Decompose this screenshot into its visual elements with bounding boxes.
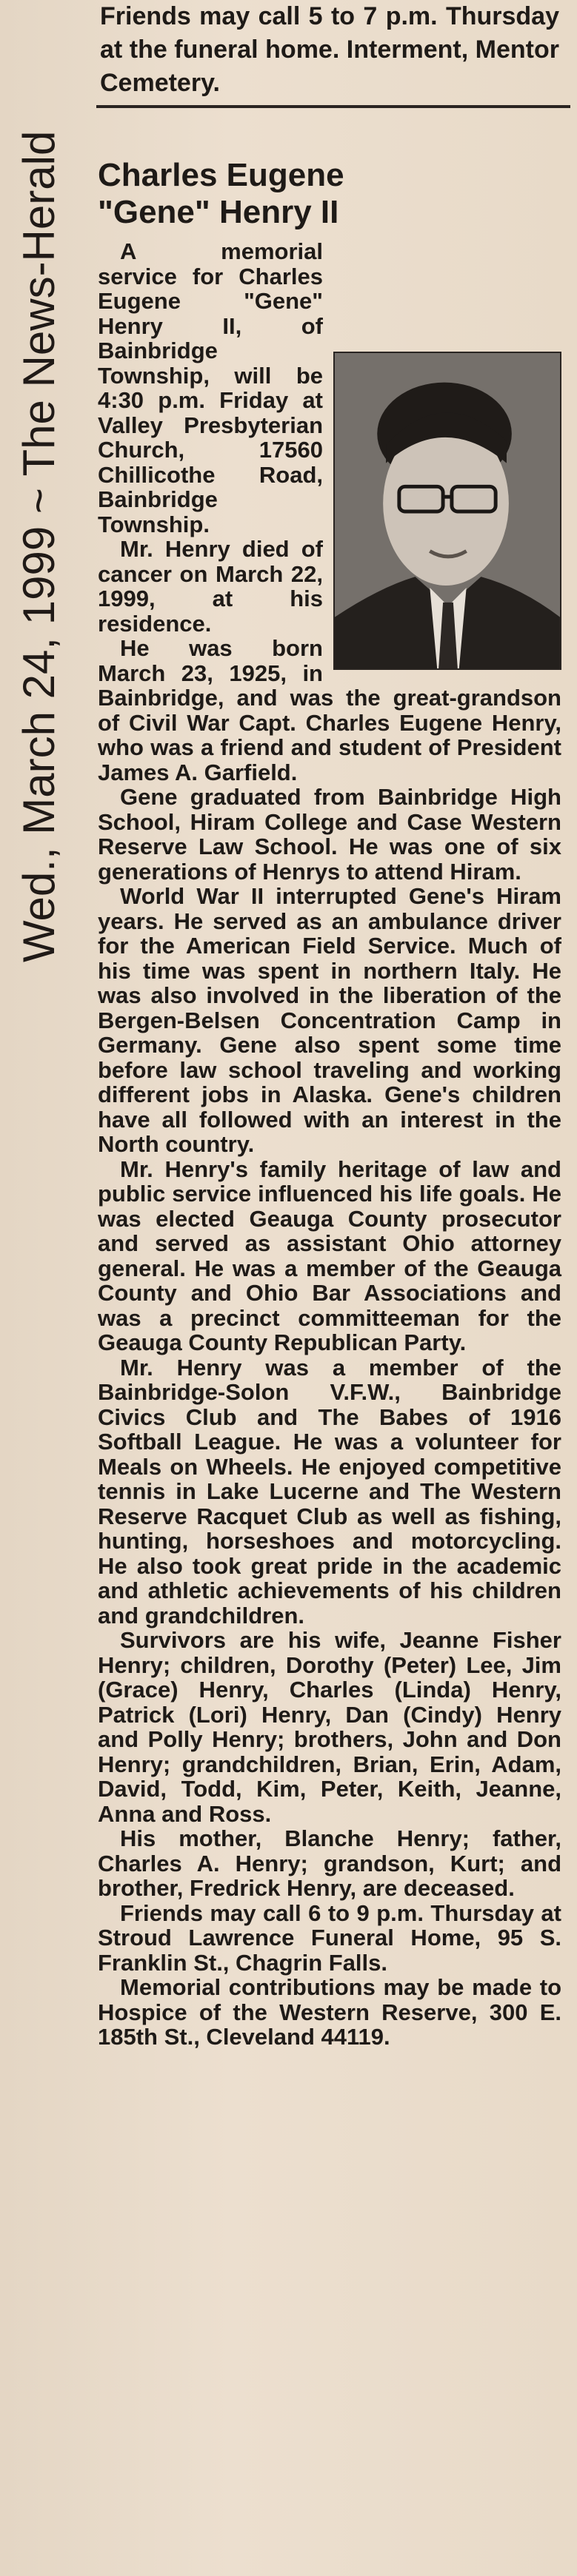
paragraph-birth: He was born March 23, 1925, in Bainbridge, and was the great-grandson of Civil War Capt. Charles Eugene Henry, who was a friend and student of President James A. Garfield.: [98, 635, 561, 785]
paragraph-memberships: Mr. Henry was a member of the Bainbridge-Solon V.F.W., Bainbridge Civics Club and The Babes of 1916 Softball League. He was a volunteer for Meals on Wheels. He enjoyed competitive tennis in Lake Lucerne and The Western Reserve Racquet Club as well as fishing, hunting, horseshoes and motorcycling. He also took great pride in the academic and athletic achievements of his children and grandchildren.: [98, 1354, 561, 1629]
paragraph-career: Mr. Henry's family heritage of law and public service influenced his life goals. He was elected Geauga County prosecutor and served as assistant Ohio attorney general. He was a member of the Geauga County and Ohio Bar Associations and was a precinct committeeman for the Geauga County Republican Party.: [98, 1155, 561, 1355]
handwritten-date-caption: Wed., March 24, 1999 ~ The News-Herald: [14, 130, 64, 962]
paragraph-education: Gene graduated from Bainbridge High School, Hiram College and Case Western Reserve Law School. He was one of six generations of Henrys to attend Hiram.: [98, 784, 561, 885]
previous-article-fragment: Friends may call 5 to 7 p.m. Thursday at the funeral home. Interment, Mentor Cemetery.: [100, 2, 559, 97]
headline-line-1: Charles Eugene: [98, 157, 344, 193]
paragraph-survivors: Survivors are his wife, Jeanne Fisher Henry; children, Dorothy (Peter) Lee, Jim (Grace) Henry, Charles (Linda) Henry, Patrick (Lori) Henry, Dan (Cindy) Henry and Polly Henry; brothers, John and Don Henry; grandchildren, Brian, Erin, Adam, David, Todd, Kim, Peter, Keith, Jeanne, Anna and Ross.: [98, 1627, 561, 1827]
obituary-body: [98, 239, 561, 2050]
obituary-headline: [98, 157, 572, 231]
paragraph-deceased: His mother, Blanche Henry; father, Charles A. Henry; grandson, Kurt; and brother, Fredrick Henry, are deceased.: [98, 1825, 561, 1901]
headline-line-2: "Gene" Henry II: [98, 194, 339, 230]
paragraph-memorial-service: A memorial service for Charles Eugene "Gene" Henry II, of Bainbridge Township, will be 4:30 p.m. Friday at Valley Presbyterian Church, 17560 Chillicothe Road, Bainbridge Township.: [98, 238, 323, 537]
column-divider: [96, 105, 570, 108]
paragraph-visitation: Friends may call 6 to 9 p.m. Thursday at Stroud Lawrence Funeral Home, 95 S. Franklin St., Chagrin Falls.: [98, 1899, 561, 1976]
paragraph-death: Mr. Henry died of cancer on March 22, 1999, at his residence.: [98, 536, 323, 637]
paragraph-contributions: Memorial contributions may be made to Hospice of the Western Reserve, 300 E. 185th St., Cleveland 44119.: [98, 1974, 561, 2050]
paragraph-war-service: World War II interrupted Gene's Hiram years. He served as an ambulance driver for the American Field Service. Much of his time was spent in northern Italy. He was also involved in the liberation of the Bergen-Belsen Concentration Camp in Germany. Gene also spent some time before law school traveling and working different jobs in Alaska. Gene's children have all followed with an interest in the North country.: [98, 883, 561, 1157]
photo-wrap-spacer: [323, 239, 561, 674]
